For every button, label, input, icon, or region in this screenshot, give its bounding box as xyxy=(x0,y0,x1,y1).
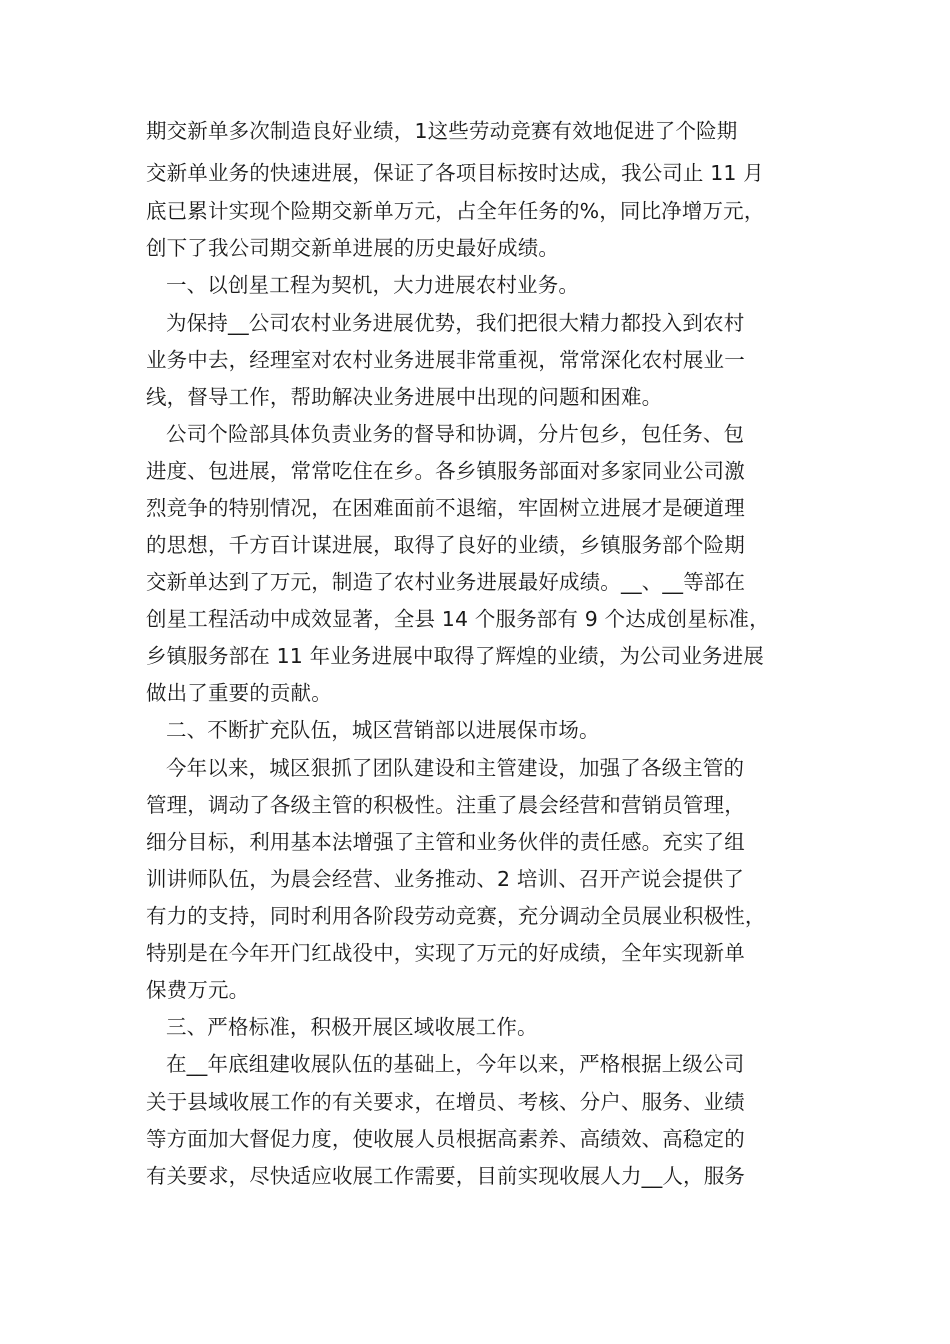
section-heading: 二、不断扩充队伍，城区营销部以进展保市场。 xyxy=(166,718,600,742)
text-line: 特别是在今年开门红战役中，实现了万元的好成绩，全年实现新单 xyxy=(146,941,745,965)
text-line: 等方面加大督促力度，使收展人员根据高素养、高绩效、高稳定的 xyxy=(146,1127,745,1151)
text-line: 训讲师队伍，为晨会经营、业务推动、2 培训、召开产说会提供了 xyxy=(146,867,745,891)
section-heading: 一、以创星工程为契机，大力进展农村业务。 xyxy=(166,273,579,297)
text-line: 有关要求，尽快适应收展工作需要，目前实现收展人力__人，服务 xyxy=(146,1164,745,1188)
text-line: 公司个险部具体负责业务的督导和协调，分片包乡，包任务、包 xyxy=(166,422,745,446)
text-line: 烈竞争的特别情况，在困难面前不退缩，牢固树立进展才是硬道理 xyxy=(146,496,745,520)
text-line: 关于县域收展工作的有关要求，在增员、考核、分户、服务、业绩 xyxy=(146,1090,745,1114)
text-line: 为保持__公司农村业务进展优势，我们把很大精力都投入到农村 xyxy=(166,311,745,335)
text-line: 创星工程活动中成效显著，全县 14 个服务部有 9 个达成创星标准， xyxy=(146,607,770,631)
text-line: 底已累计实现个险期交新单万元，占全年任务的%，同比净增万元， xyxy=(146,199,765,223)
text-line: 乡镇服务部在 11 年业务进展中取得了辉煌的业绩，为公司业务进展 xyxy=(146,644,764,668)
text-line: 交新单达到了万元，制造了农村业务进展最好成绩。__、__等部在 xyxy=(146,570,746,594)
text-line: 期交新单多次制造良好业绩，1这些劳动竞赛有效地促进了个险期 xyxy=(146,119,738,143)
text-line: 做出了重要的贡献。 xyxy=(146,681,332,705)
text-line: 有力的支持，同时利用各阶段劳动竞赛，充分调动全员展业积极性， xyxy=(146,904,766,928)
text-line: 业务中去，经理室对农村业务进展非常重视，常常深化农村展业一 xyxy=(146,348,745,372)
text-line: 进度、包进展，常常吃住在乡。各乡镇服务部面对多家同业公司激 xyxy=(146,459,745,483)
text-line: 的思想，千方百计谋进展，取得了良好的业绩，乡镇服务部个险期 xyxy=(146,533,745,557)
text-line: 线，督导工作，帮助解决业务进展中出现的问题和困难。 xyxy=(146,385,663,409)
text-line: 创下了我公司期交新单进展的历史最好成绩。 xyxy=(146,236,559,260)
text-line: 交新单业务的快速进展，保证了各项目标按时达成，我公司止 11 月 xyxy=(146,161,764,185)
section-heading: 三、严格标准，积极开展区域收展工作。 xyxy=(166,1015,538,1039)
text-line: 管理，调动了各级主管的积极性。注重了晨会经营和营销员管理， xyxy=(146,793,745,817)
text-line: 在__年底组建收展队伍的基础上，今年以来，严格根据上级公司 xyxy=(166,1052,745,1076)
text-line: 今年以来，城区狠抓了团队建设和主管建设，加强了各级主管的 xyxy=(166,756,745,780)
text-line: 保费万元。 xyxy=(146,978,250,1002)
text-line: 细分目标，利用基本法增强了主管和业务伙伴的责任感。充实了组 xyxy=(146,830,745,854)
